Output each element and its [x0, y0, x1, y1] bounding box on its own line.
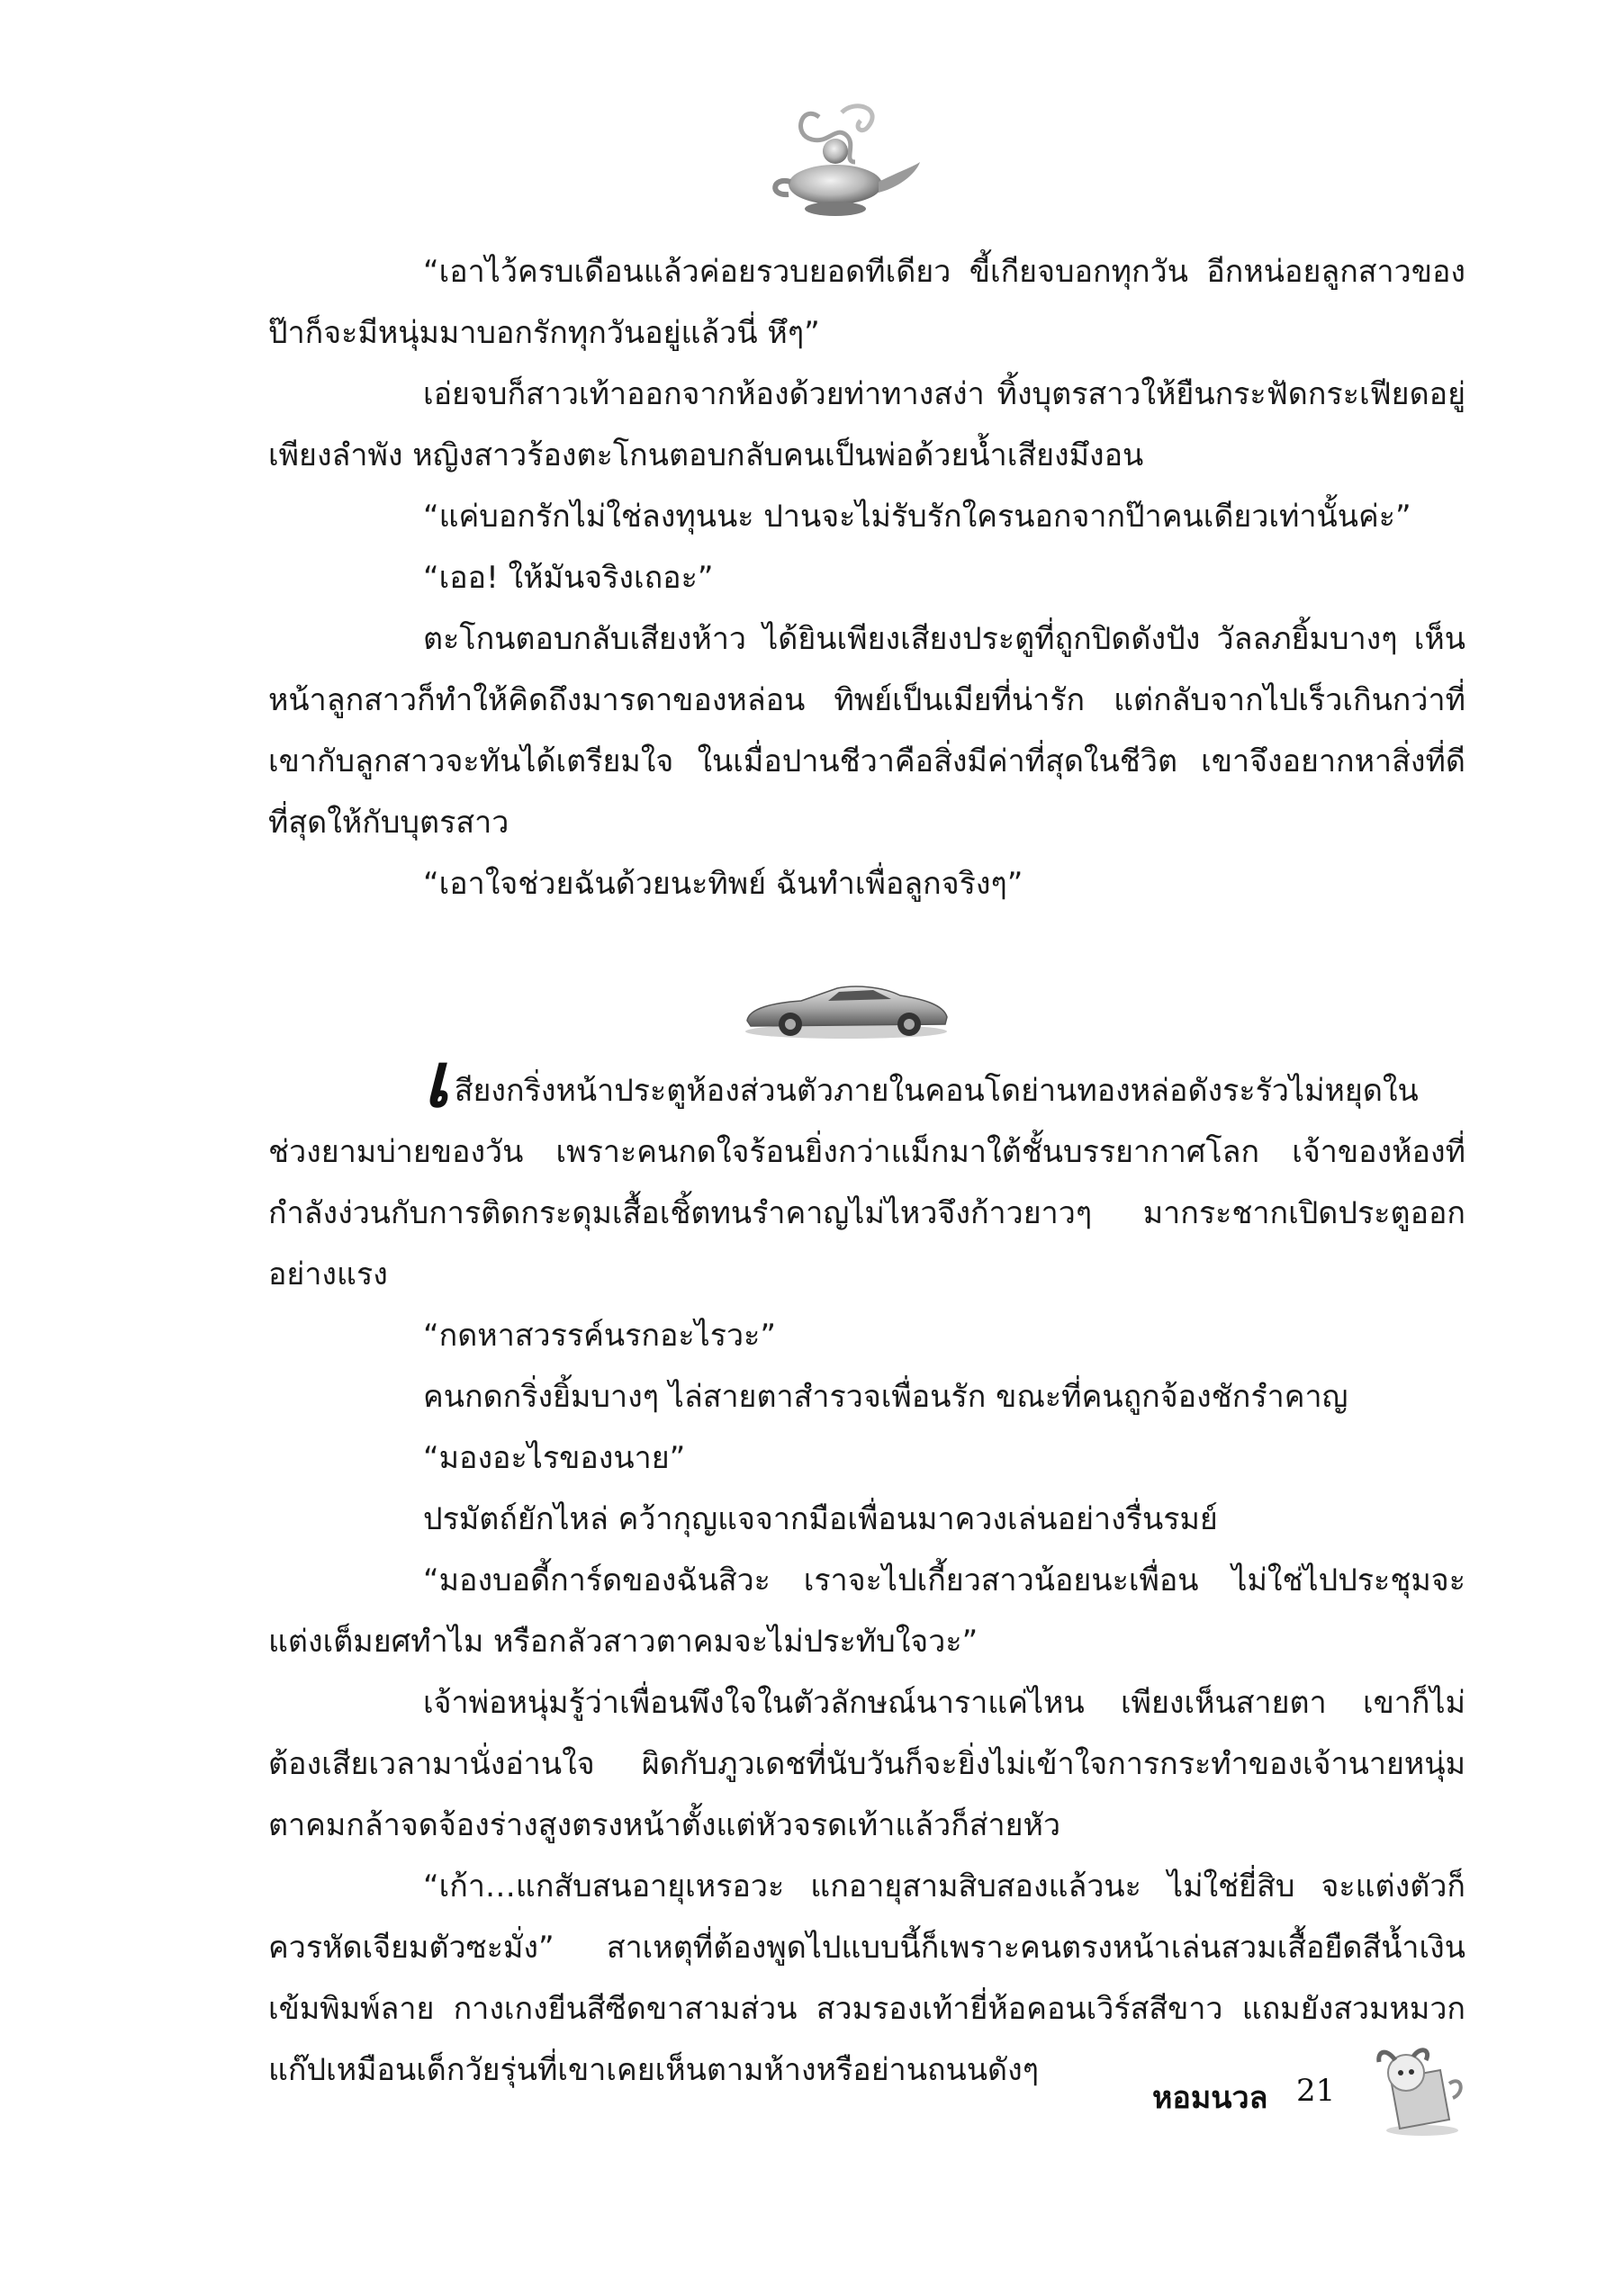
paragraph: “เออ! ให้มันจริงเถอะ”: [423, 560, 714, 596]
paragraph: “มองอะไรของนาย”: [423, 1440, 686, 1476]
paragraph: “เอาไว้ครบเดือนแล้วค่อยรวบยอดทีเดียว ขี้เกียจบอกทุกวัน อีกหน่อยลูกสาวของป๊าก็จะมีหนุ่มมาบอกรักทุกวันอยู่แล้วนี่ หึๆ”: [268, 254, 1465, 351]
drop-cap: เ: [423, 1035, 449, 1124]
publisher-brand: หอมนวล: [1152, 2080, 1268, 2116]
paragraph: ปรมัตถ์ยักไหล่ คว้ากุญแจจากมือเพื่อนมาควงเล่นอย่างรื่นรมย์: [423, 1501, 1218, 1537]
paragraph: เจ้าพ่อหนุ่มรู้ว่าเพื่อนพึงใจในตัวลักษณ์นาราแค่ไหน เพียงเห็นสายตา เขาก็ไม่ต้องเสียเวลามานั่งอ่านใจ ผิดกับภูวเดชที่นับวันก็จะยิ่งไม่เข้าใจการกระทำของเจ้านายหนุ่ม ตาคมกล้าจดจ้องร่างสูงตรงหน้าตั้งแต่หัวจรดเท้าแล้วก็ส่ายหัว: [268, 1685, 1465, 1843]
paragraph: “เอาใจช่วยฉันด้วยนะทิพย์ ฉันทำเพื่อลูกจริงๆ”: [423, 866, 1023, 902]
opening-paragraph-text: สียงกริ่งหน้าประตูห้องส่วนตัวภายในคอนโดย่านทองหล่อดังระรัวไม่หยุดในช่วงยามบ่ายของวัน เพราะคนกดใจร้อนยิ่งกว่าแม็กมาใต้ชั้นบรรยากาศโลก เจ้าของห้องที่กำลังง่วนกับการติดกระดุมเสื้อเชิ้ตทนรำคาญไม่ไหวจึงก้าวยาวๆ มากระชากเปิดประตูออกอย่างแรง: [268, 1073, 1465, 1292]
paragraph: เอ่ยจบก็สาวเท้าออกจากห้องด้วยท่าทางสง่า ทิ้งบุตรสาวให้ยืนกระฟัดกระเฟียดอยู่เพียงลำพัง หญิงสาวร้องตะโกนตอบกลับคนเป็นพ่อด้วยน้ำเสียงมึงอน: [268, 376, 1465, 473]
opening-paragraph: [268, 1035, 1465, 1305]
section-two: [268, 1035, 1465, 2101]
paragraph: “แค่บอกรักไม่ใช่ลงทุนนะ ปานจะไม่รับรักใครนอกจากป๊าคนเดียวเท่านั้นค่ะ”: [423, 499, 1411, 535]
genie-lamp-icon: [756, 99, 927, 225]
paragraph: คนกดกริ่งยิ้มบางๆ ไล่สายตาสำรวจเพื่อนรัก ขณะที่คนถูกจ้องชักรำคาญ: [423, 1379, 1348, 1415]
page-number: 21: [1296, 2073, 1336, 2109]
mascot-icon: [1368, 2048, 1467, 2138]
paragraph: “กดหาสวรรค์นรกอะไรวะ”: [423, 1318, 776, 1354]
page-footer: [1116, 2057, 1494, 2129]
paragraph: “เก้า…แกสับสนอายุเหรอวะ แกอายุสามสิบสองแล้วนะ ไม่ใช่ยี่สิบ จะแต่งตัวก็ควรหัดเจียมตัวซะมั่ง” สาเหตุที่ต้องพูดไปแบบนี้ก็เพราะคนตรงหน้าเล่นสวมเสื้อยืดสีน้ำเงินเข้มพิมพ์ลาย กางเกงยีนสีซีดขาสามส่วน สวมรองเท้ายี่ห้อคอนเวิร์สสีขาว แถมยังสวมหมวกแก๊ปเหมือนเด็กวัยรุ่นที่เขาเคยเห็นตามห้างหรือย่านถนนดังๆ: [268, 1868, 1465, 2088]
sports-car-icon: [738, 972, 954, 1044]
paragraph: ตะโกนตอบกลับเสียงห้าว ได้ยินเพียงเสียงประตูที่ถูกปิดดังปัง วัลลภยิ้มบางๆ เห็นหน้าลูกสาวก็ทำให้คิดถึงมารดาของหล่อน ทิพย์เป็นเมียที่น่ารัก แต่กลับจากไปเร็วเกินกว่าที่เขากับลูกสาวจะทันได้เตรียมใจ ในเมื่อปานชีวาคือสิ่งมีค่าที่สุดในชีวิต เขาจึงอยากหาสิ่งที่ดีที่สุดให้กับบุตรสาว: [268, 621, 1465, 841]
paragraph: “มองบอดี้การ์ดของฉันสิวะ เราจะไปเกี้ยวสาวน้อยนะเพื่อน ไม่ใช่ไปประชุมจะแต่งเต็มยศทำไม หรือกลัวสาวตาคมจะไม่ประทับใจวะ”: [268, 1562, 1465, 1660]
section-one: [268, 241, 1465, 914]
